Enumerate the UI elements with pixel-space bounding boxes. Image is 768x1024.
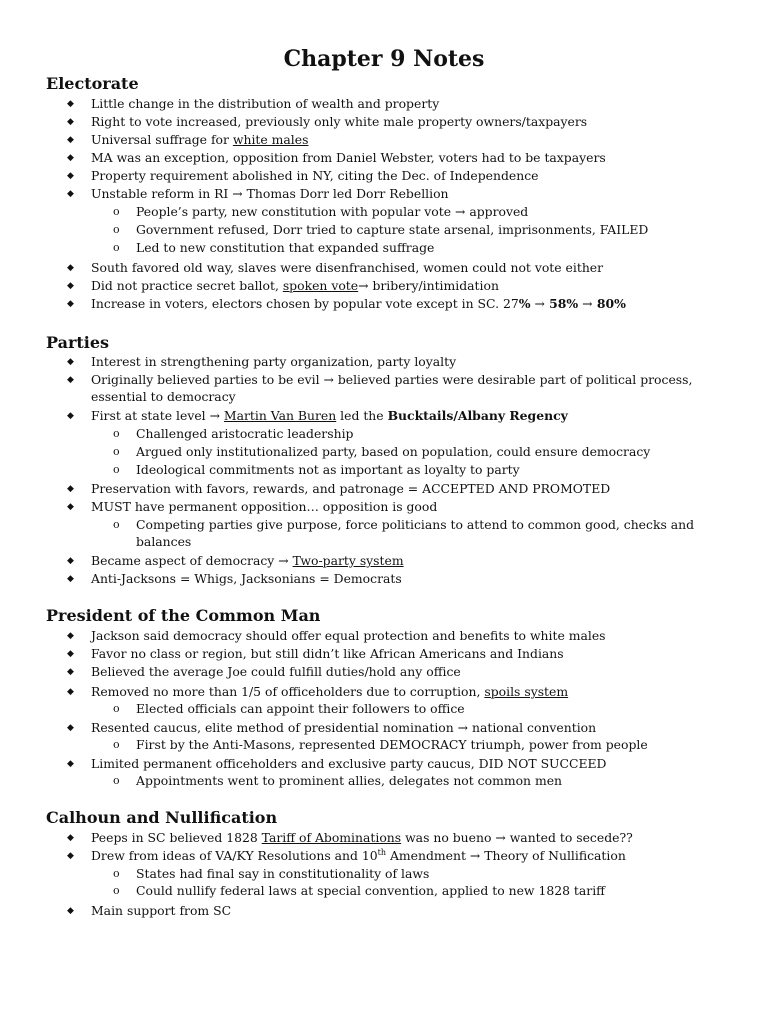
bullet-icon: ◆ (67, 189, 74, 199)
text: 58% (544, 296, 579, 311)
list-item: South favored old way, slaves were disenfranchised, women could not vote either (91, 260, 604, 275)
bullet-icon: ◆ (67, 117, 74, 127)
bullet-icon: ◆ (67, 153, 74, 163)
list-item (91, 848, 626, 864)
arrow-icon: → (278, 553, 289, 568)
sub-bullet-icon: o (113, 774, 120, 787)
bullet-icon: ◆ (67, 649, 74, 659)
sub-list-item: Ideological commitments not as important as loyalty to party (136, 462, 520, 477)
text: Amendment (386, 848, 470, 863)
list-item (91, 296, 626, 312)
list-item: Main support from SC (91, 903, 232, 918)
bullet-icon: ◆ (67, 687, 74, 697)
sub-bullet-icon: o (113, 867, 120, 880)
sub-list-item: Government refused, Dorr tried to capture state arsenal, imprisonments, FAILED (136, 222, 649, 237)
text: was no bueno (401, 830, 496, 845)
arrow-icon: → (323, 372, 334, 387)
text: believed parties were desirable part of political process, (333, 372, 693, 387)
text: 80% (592, 296, 626, 311)
arrow-icon: → (455, 204, 466, 219)
section-heading: Parties (46, 333, 110, 352)
text: % (518, 296, 531, 311)
bullet-icon: ◆ (67, 263, 74, 273)
bullet-icon: ◆ (67, 99, 74, 109)
bullet-icon: ◆ (67, 833, 74, 843)
text: Removed no more than 1/5 of officeholders due to corruption, (91, 684, 485, 699)
bullet-icon: ◆ (67, 375, 74, 385)
list-item (91, 372, 692, 388)
arrow-icon: → (457, 720, 469, 735)
text: First at state level (91, 408, 210, 423)
arrow-icon: → (469, 848, 481, 863)
section-heading: President of the Common Man (46, 606, 321, 625)
bullet-icon: ◆ (67, 723, 74, 733)
text: Unstable reform in RI (91, 186, 233, 201)
list-item (91, 830, 633, 846)
underlined-text: white males (232, 132, 309, 147)
text: approved (465, 204, 529, 219)
text: Thomas Dorr led Dorr Rebellion (242, 186, 449, 201)
arrow-icon: → (534, 296, 545, 311)
list-item: Right to vote increased, previously only white male property owners/taxpayers (91, 114, 588, 129)
list-item: MUST have permanent opposition… opposition is good (91, 499, 438, 514)
bullet-icon: ◆ (67, 851, 74, 861)
list-item: Interest in strengthening party organization, party loyalty (91, 354, 457, 369)
underlined-text: spoils system (484, 684, 569, 699)
sub-list-item: Could nullify federal laws at special convention, applied to new 1828 tariff (136, 883, 605, 898)
sub-bullet-icon: o (113, 518, 120, 531)
text: bribery/intimidation (368, 278, 499, 293)
sub-bullet-icon: o (113, 205, 120, 218)
sub-bullet-icon: o (113, 241, 120, 254)
sub-bullet-icon: o (113, 884, 120, 897)
sub-list-item: States had final say in constitutionality of laws (136, 866, 430, 881)
list-item: Property requirement abolished in NY, citing the Dec. of Independence (91, 168, 539, 183)
bullet-icon: ◆ (67, 299, 74, 309)
page-title: Chapter 9 Notes (283, 46, 485, 72)
list-item: Limited permanent officeholders and exclusive party caucus, DID NOT SUCCEED (91, 756, 607, 771)
text: People’s party, new constitution with popular vote (136, 204, 455, 219)
sub-list-item: Competing parties give purpose, force politicians to attend to common good, checks and (136, 517, 695, 532)
list-item (91, 720, 596, 736)
arrow-icon: → (358, 278, 369, 293)
list-item: Favor no class or region, but still didn’t like African Americans and Indians (91, 646, 564, 661)
text: Originally believed parties to be evil (91, 372, 324, 387)
bullet-icon: ◆ (67, 357, 74, 367)
text: Resented caucus, elite method of presidential nomination (91, 720, 458, 735)
bullet-icon: ◆ (67, 484, 74, 494)
arrow-icon: → (582, 296, 593, 311)
arrow-icon: → (232, 186, 243, 201)
list-item (91, 684, 568, 700)
text: led the (336, 408, 388, 423)
text: Peeps in SC believed 1828 (91, 830, 262, 845)
sub-list-item: Elected officials can appoint their followers to office (136, 701, 465, 716)
arrow-icon: → (209, 408, 220, 423)
sub-bullet-icon: o (113, 445, 120, 458)
bullet-icon: ◆ (67, 574, 74, 584)
list-item: Little change in the distribution of wealth and property (91, 96, 440, 111)
bullet-icon: ◆ (67, 667, 74, 677)
list-item (91, 132, 308, 148)
text: national convention (468, 720, 597, 735)
list-item: Anti-Jacksons = Whigs, Jacksonians = Democrats (91, 571, 402, 586)
text: Became aspect of democracy (91, 553, 279, 568)
section-heading: Electorate (46, 74, 139, 93)
arrow-icon: → (495, 830, 506, 845)
sub-list-item: Appointments went to prominent allies, delegates not common men (136, 773, 563, 788)
underlined-text: Two-party system (292, 553, 404, 568)
sub-bullet-icon: o (113, 738, 120, 751)
list-item: Believed the average Joe could fulfill duties/hold any office (91, 664, 461, 679)
list-item (91, 553, 404, 569)
sub-list-item: Led to new constitution that expanded suffrage (136, 240, 435, 255)
sub-list-item: Challenged aristocratic leadership (136, 426, 354, 441)
text: Universal suffrage for (91, 132, 233, 147)
text: Drew from ideas of VA/KY Resolutions and 10 (91, 848, 378, 863)
sub-list-item-continuation: balances (136, 534, 192, 549)
section-heading: Calhoun and Nullification (46, 808, 278, 827)
text: Did not practice secret ballot, (91, 278, 283, 293)
underlined-text: spoken vote (282, 278, 359, 293)
list-item: Jackson said democracy should offer equal protection and benefits to white males (91, 628, 606, 643)
sub-bullet-icon: o (113, 223, 120, 236)
bullet-icon: ◆ (67, 556, 74, 566)
sub-list-item (136, 204, 528, 220)
sub-bullet-icon: o (113, 463, 120, 476)
sub-bullet-icon: o (113, 427, 120, 440)
text: Increase in voters, electors chosen by popular vote except in SC. 27 (91, 296, 519, 311)
list-item (91, 408, 568, 424)
list-item (91, 186, 449, 202)
bullet-icon: ◆ (67, 631, 74, 641)
text: Theory of Nullification (480, 848, 626, 863)
sub-list-item: Argued only institutionalized party, based on population, could ensure democracy (136, 444, 651, 459)
bullet-icon: ◆ (67, 135, 74, 145)
text: wanted to secede?? (505, 830, 633, 845)
sub-list-item: First by the Anti-Masons, represented DEMOCRACY triumph, power from people (136, 737, 648, 752)
superscript: th (377, 847, 387, 857)
sub-bullet-icon: o (113, 702, 120, 715)
list-item-continuation: essential to democracy (91, 389, 236, 404)
bold-text: Bucktails/Albany Regency (387, 408, 568, 423)
underlined-text: Martin Van Buren (223, 408, 337, 423)
bullet-icon: ◆ (67, 502, 74, 512)
list-item: Preservation with favors, rewards, and patronage = ACCEPTED AND PROMOTED (91, 481, 611, 496)
bullet-icon: ◆ (67, 411, 74, 421)
underlined-text: Tariff of Abominations (261, 830, 402, 845)
list-item: MA was an exception, opposition from Daniel Webster, voters had to be taxpayers (91, 150, 606, 165)
list-item (91, 278, 499, 294)
bullet-icon: ◆ (67, 171, 74, 181)
bullet-icon: ◆ (67, 906, 74, 916)
bullet-icon: ◆ (67, 759, 74, 769)
bullet-icon: ◆ (67, 281, 74, 291)
